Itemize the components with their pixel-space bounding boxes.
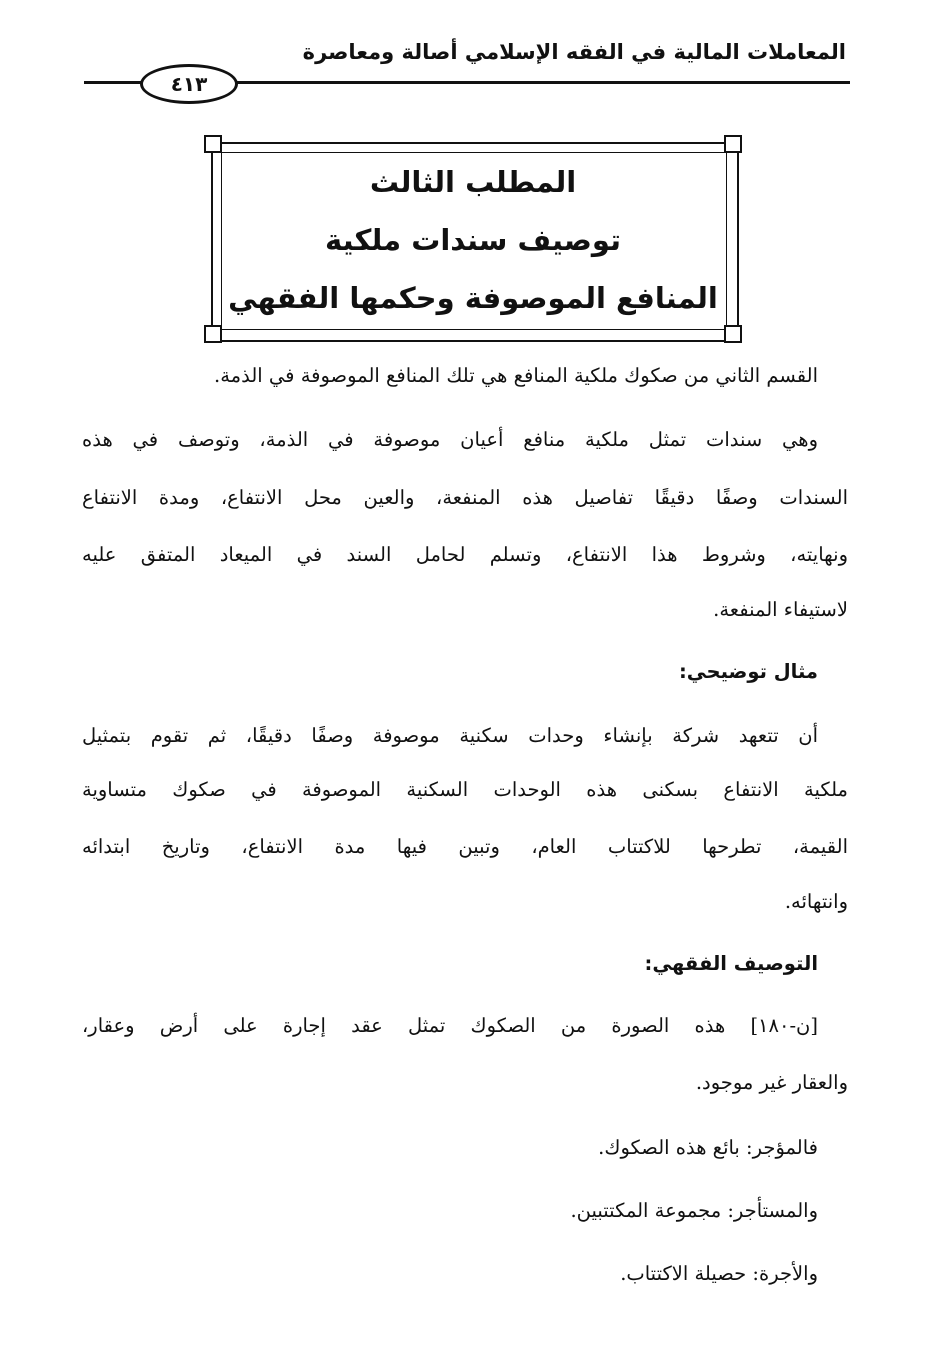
running-header-title: المعاملات المالية في الفقه الإسلامي أصالة ومعاصرة xyxy=(302,40,846,64)
section-title-line: المطلب الثالث xyxy=(369,165,577,199)
list-item: والمستأجر: مجموعة المكتتبين. xyxy=(570,1199,818,1222)
section-title-line: المنافع الموصوفة وحكمها الفقهي xyxy=(228,281,718,315)
paragraph-line: [ن-١٨٠] هذه الصورة من الصكوك تمثل عقد إجارة على أرض وعقار، xyxy=(82,1014,818,1037)
title-box-corner-ornament xyxy=(204,135,222,153)
section-title xyxy=(221,152,725,328)
paragraph-line: لاستيفاء المنفعة. xyxy=(713,598,848,621)
title-box-corner-ornament xyxy=(724,325,742,343)
section-title-line: توصيف سندات ملكية xyxy=(325,223,621,257)
paragraph-line: القسم الثاني من صكوك ملكية المنافع هي تلك المنافع الموصوفة في الذمة. xyxy=(214,364,818,387)
paragraph-line: السندات وصفًا دقيقًا تفاصيل هذه المنفعة، والعين محل الانتفاع، ومدة الانتفاع xyxy=(82,486,848,509)
paragraph-line: ونهايته، وشروط هذا الانتفاع، وتسلم لحامل السند في الميعاد المتفق عليه xyxy=(82,543,848,566)
fiqh-heading: التوصيف الفقهي: xyxy=(644,952,818,975)
paragraph-line: القيمة، تطرحها للاكتتاب العام، وتبين فيها مدة الانتفاع، وتاريخ ابتدائه xyxy=(82,835,848,858)
page-number: ٤١٣ xyxy=(140,64,238,104)
example-heading: مثال توضيحي: xyxy=(679,660,818,683)
paragraph-line: وانتهائه. xyxy=(784,890,848,913)
list-item: والأجرة: حصيلة الاكتتاب. xyxy=(620,1262,818,1285)
paragraph-line: أن تتعهد شركة بإنشاء وحدات سكنية موصوفة وصفًا دقيقًا، ثم تقوم بتمثيل xyxy=(82,724,818,747)
list-item: فالمؤجر: بائع هذه الصكوك. xyxy=(598,1136,818,1159)
paragraph-line: وهي سندات تمثل ملكية منافع أعيان موصوفة في الذمة، وتوصف في هذه xyxy=(82,428,818,451)
paragraph-line: ملكية الانتفاع بسكنى هذه الوحدات السكنية الموصوفة في صكوك متساوية xyxy=(82,778,848,801)
title-box-corner-ornament xyxy=(724,135,742,153)
title-box-corner-ornament xyxy=(204,325,222,343)
paragraph-line: والعقار غير موجود. xyxy=(695,1071,848,1094)
